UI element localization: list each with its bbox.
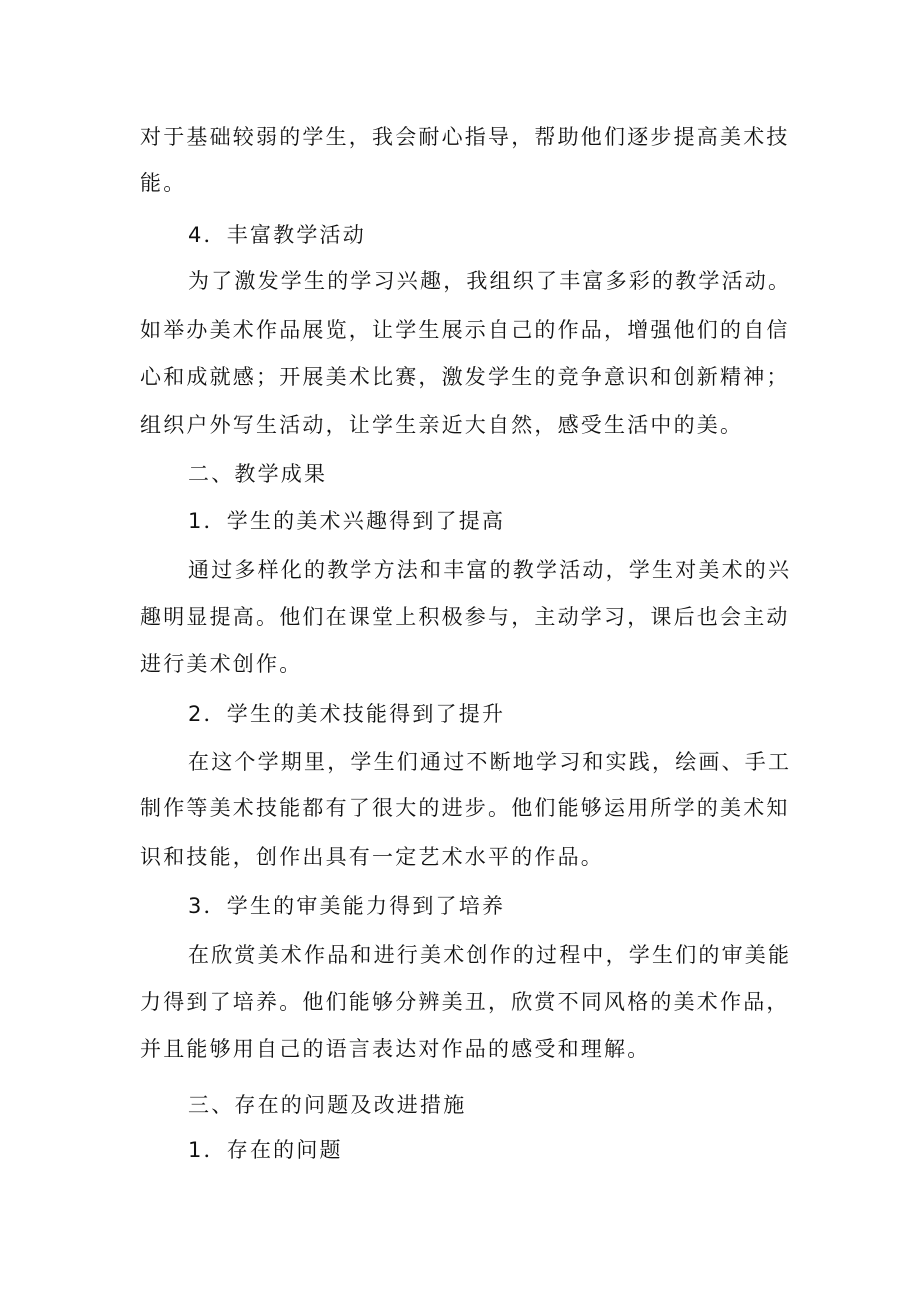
text-line: 1．存在的问题 [188, 1138, 343, 1162]
text-line: 如举办美术作品展览，让学生展示自己的作品，增强他们的自信 [140, 318, 790, 342]
text-line: 制作等美术技能都有了很大的进步。他们能够运用所学的美术知 [140, 796, 790, 820]
text-line: 进行美术创作。 [140, 652, 303, 676]
text-line: 在欣赏美术作品和进行美术创作的过程中，学生们的审美能 [188, 943, 792, 967]
text-line: 趣明显提高。他们在课堂上积极参与，主动学习，课后也会主动 [140, 605, 790, 629]
text-line: 能。 [140, 171, 187, 195]
text-line: 4．丰富教学活动 [188, 223, 366, 247]
text-line: 二、教学成果 [188, 462, 328, 486]
text-line: 在这个学期里，学生们通过不断地学习和实践，绘画、手工 [188, 750, 792, 774]
text-line: 识和技能，创作出具有一定艺术水平的作品。 [140, 845, 604, 869]
text-line: 2．学生的美术技能得到了提升 [188, 702, 506, 726]
text-line: 1．学生的美术兴趣得到了提高 [188, 509, 506, 533]
text-line: 三、存在的问题及改进措施 [188, 1093, 467, 1117]
text-line: 组织户外写生活动，让学生亲近大自然，感受生活中的美。 [140, 413, 744, 437]
text-line: 力得到了培养。他们能够分辨美丑，欣赏不同风格的美术作品， [140, 990, 790, 1014]
text-line: 为了激发学生的学习兴趣，我组织了丰富多彩的教学活动。 [188, 269, 792, 293]
text-line: 3．学生的审美能力得到了培养 [188, 894, 506, 918]
text-line: 通过多样化的教学方法和丰富的教学活动，学生对美术的兴 [188, 558, 792, 582]
text-line: 心和成就感；开展美术比赛，激发学生的竞争意识和创新精神； [140, 365, 790, 389]
text-line: 并且能够用自己的语言表达对作品的感受和理解。 [140, 1037, 651, 1061]
text-line: 对于基础较弱的学生，我会耐心指导，帮助他们逐步提高美术技 [140, 125, 790, 149]
